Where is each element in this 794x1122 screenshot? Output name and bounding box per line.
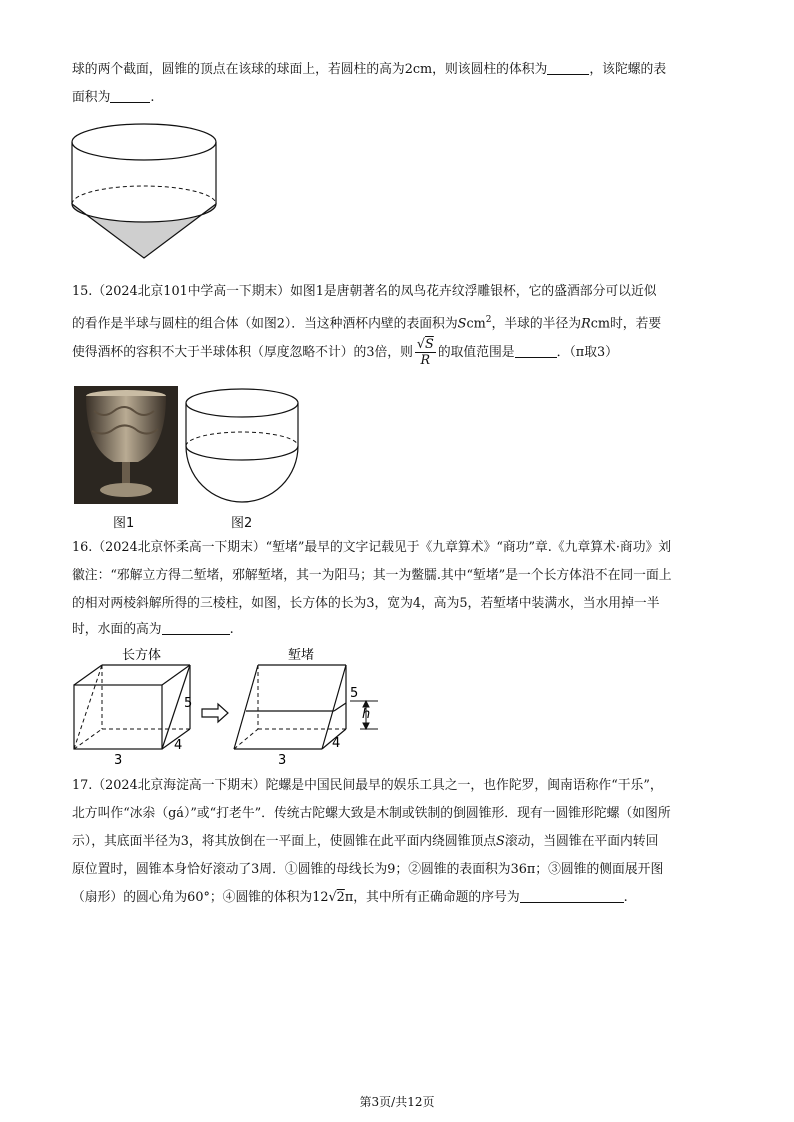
fraction-sqrtS-over-R: $\frac{√S}{R}$ — [416, 337, 434, 368]
transform-arrow-icon — [202, 704, 228, 722]
page-number-footer: 第3页/共12页 — [359, 1095, 435, 1109]
q17-line-3: 示），其底面半径为3，将其放倒在一平面上，使圆锥在此平面内绕圆锥顶点S滚动，当圆锥在平面内转回 — [72, 834, 659, 849]
q16-line-3: 的相对两棱斜解所得的三棱柱，如图，长方体的长为3，宽为4，高为5，若堑堵中装满水，当水用掉一半 — [72, 596, 660, 611]
q14-line-1: 球的两个截面，圆锥的顶点在该球的球面上，若圆柱的高为2cm，则该圆柱的体积为 ，该陀螺的表 — [72, 62, 667, 77]
q15-line-2: 的看作是半球与圆柱的组合体（如图2）．当这种酒杯内壁的表面积为Scm$^2$，半球的半径为Rcm时，若要 — [72, 315, 662, 332]
answer-blank-water-height[interactable] — [162, 620, 230, 635]
prism-height-label: 5 — [350, 686, 359, 701]
cuboid-width-label: 4 — [174, 738, 183, 753]
q14-line-2: 面积为 . — [72, 90, 155, 105]
q17-line-4: 原位置时，圆锥本身恰好滚动了3周．①圆锥的母线长为9；②圆锥的表面积为36π；③圆锥的侧面展开图 — [72, 862, 664, 877]
q16-line-2: 徽注：“邪解立方得二堑堵，邪解堑堵，其一为阳马；其一为鳖臑.其中“堑堵”是一个长方体沿不在同一面上 — [72, 568, 672, 583]
prism-width-label: 4 — [332, 736, 341, 751]
hemisphere-cylinder-figure — [184, 386, 304, 506]
answer-blank-range[interactable] — [515, 343, 557, 358]
answer-blank-surface[interactable] — [110, 88, 150, 103]
q16-line-1: 16.（2024北京怀柔高一下期末）“堑堵”最早的文字记载见于《九章算术》“商功”章.《九章算术·商功》刘 — [72, 540, 672, 555]
q17-line-5: （扇形）的圆心角为60°；④圆锥的体积为12√2π，其中所有正确命题的序号为 . — [72, 890, 628, 905]
cuboid-length-label: 3 — [114, 753, 123, 768]
answer-blank-correct-propositions[interactable] — [520, 888, 624, 903]
figure-1-label: 图1 — [113, 516, 135, 531]
prism-length-label: 3 — [278, 753, 287, 768]
q17-line-1: 17.（2024北京海淀高一下期末）陀螺是中国民间最早的娱乐工具之一，也作陀罗，闽南语称作“干乐”， — [72, 778, 663, 793]
cuboid-title: 长方体 — [122, 648, 162, 663]
spinning-top-figure — [70, 114, 230, 264]
q16-line-4: 时，水面的高为 . — [72, 622, 234, 637]
cuboid-to-prism-figure — [70, 645, 400, 768]
q17-line-2: 北方叫作“冰尜（gá）”或“打老牛”．传统古陀螺大致是木制或铁制的倒圆锥形．现有一圆锥形陀螺（如图所 — [72, 806, 671, 821]
answer-blank-volume[interactable] — [547, 60, 589, 75]
q15-line-1: 15.（2024北京101中学高一下期末）如图1是唐朝著名的凤鸟花卉纹浮雕银杯，它的盛酒部分可以近似 — [72, 284, 657, 299]
prism-title: 堑堵 — [288, 648, 315, 663]
silver-cup-photo — [74, 386, 178, 504]
water-height-h-label: h — [362, 707, 371, 722]
cuboid-height-label: 5 — [184, 696, 193, 711]
figure-2-label: 图2 — [231, 516, 253, 531]
q15-line-3: 使得酒杯的容积不大于半球体积（厚度忽略不计）的3倍，则 $\frac{√S}{R}$ 的取值范围是 ．（π取3） — [72, 337, 618, 368]
